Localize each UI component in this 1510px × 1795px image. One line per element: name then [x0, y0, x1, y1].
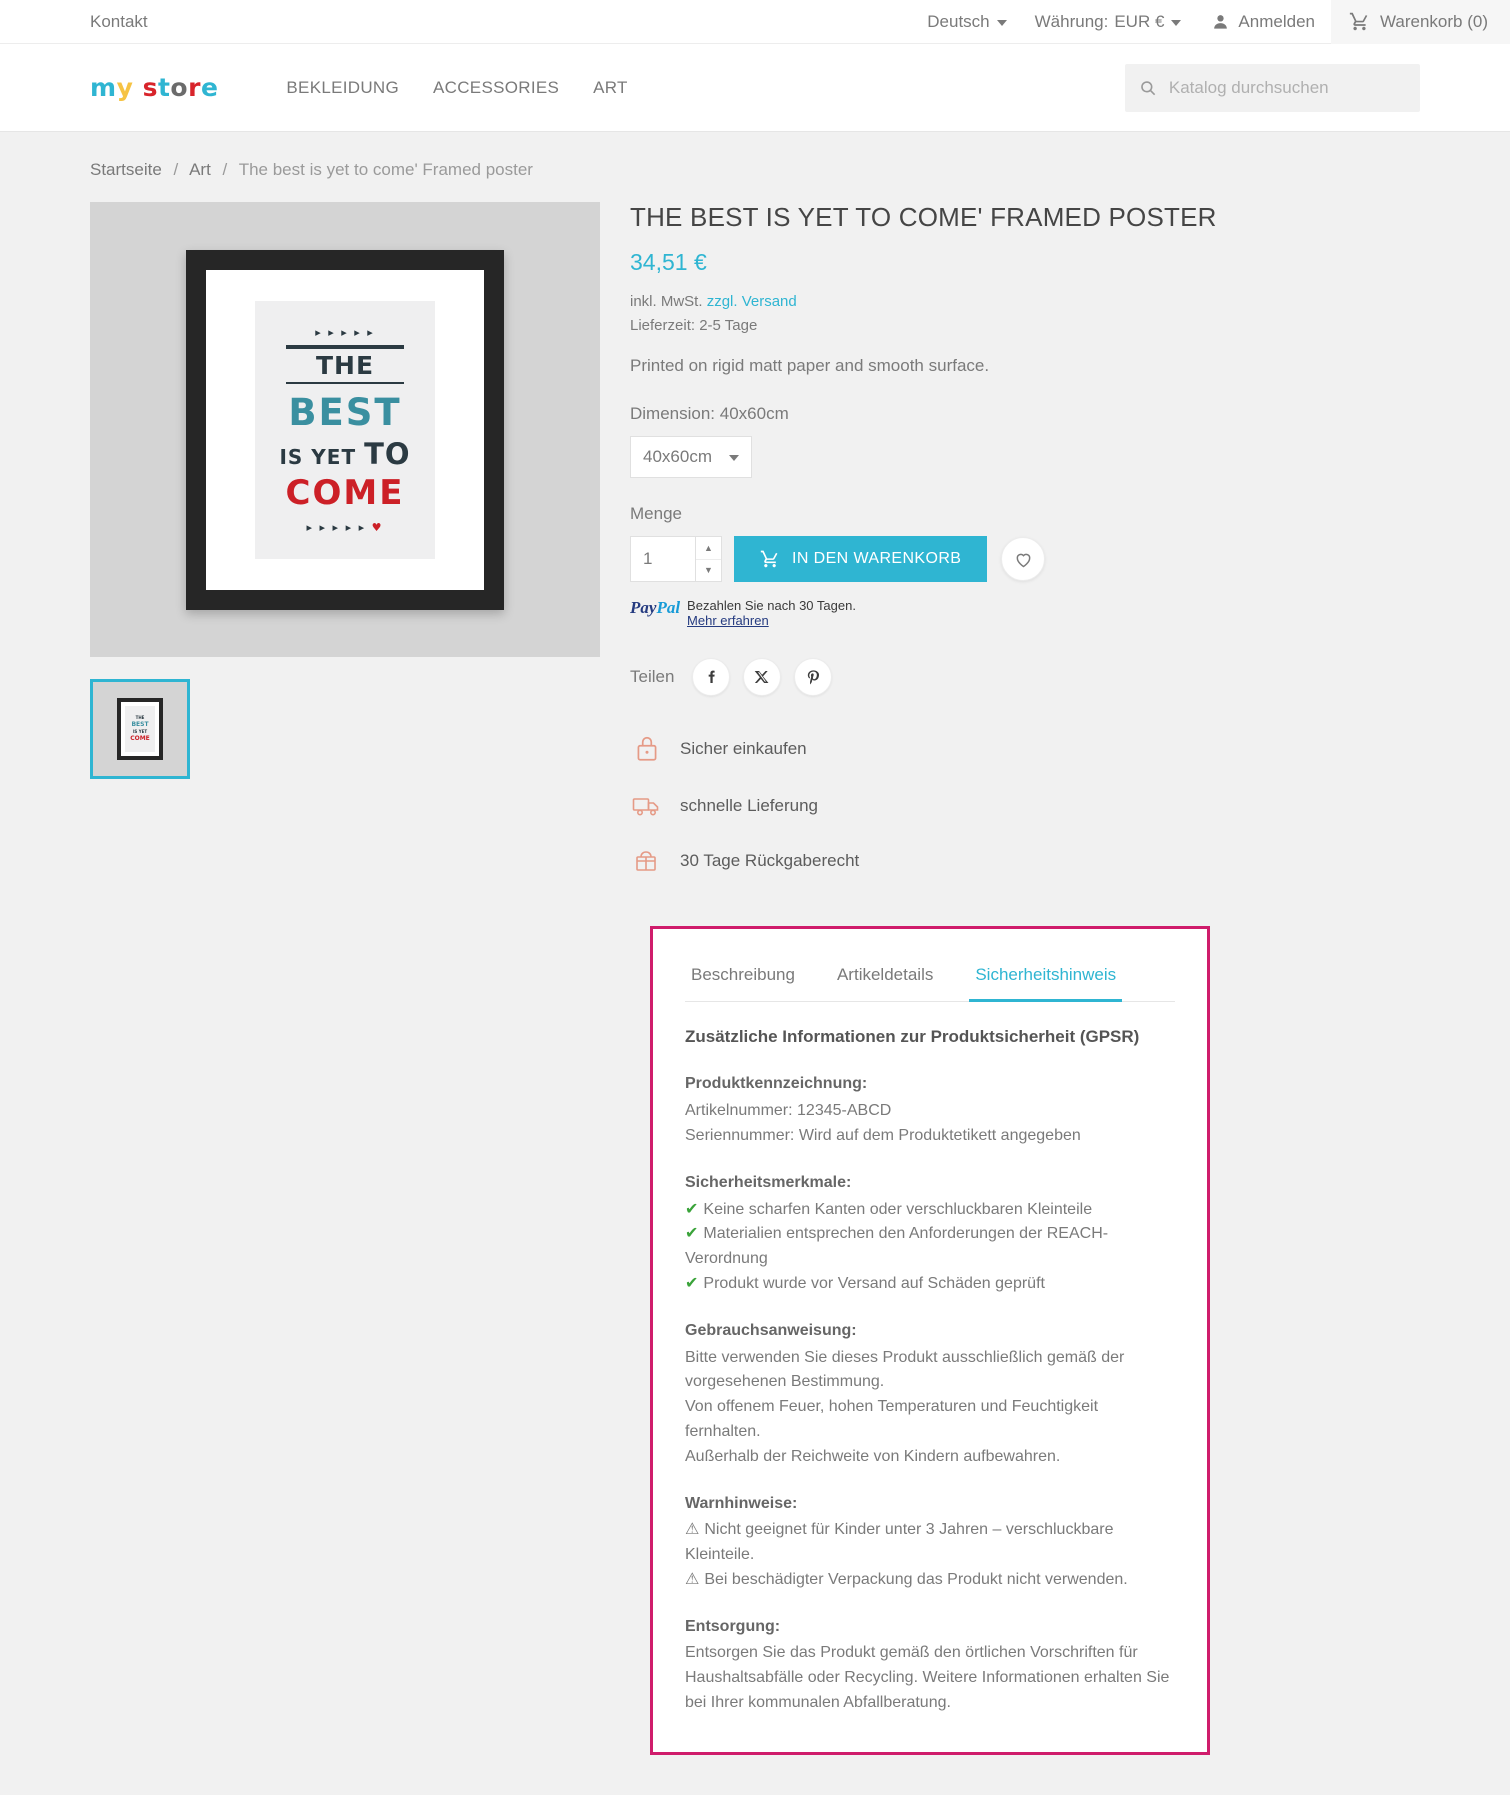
wishlist-button[interactable]: [1001, 537, 1045, 581]
site-header: [0, 44, 1510, 132]
dimension-select[interactable]: [630, 436, 752, 478]
warnhinweise-bullet-2-text: Bei beschädigter Verpackung das Produkt nicht verwenden.: [704, 1570, 1128, 1588]
thumbnail-mat: [121, 702, 159, 756]
top-bar-right: [913, 0, 1510, 44]
poster-word-is-yet: IS YET: [279, 444, 357, 469]
sicherheitsmerkmale-bullet-3: [685, 1272, 1175, 1297]
poster-word-come: COME: [285, 472, 405, 513]
search-input[interactable]: [1167, 77, 1406, 99]
section-title-gebrauchsanweisung: Gebrauchsanweisung:: [685, 1321, 857, 1339]
user-icon: [1211, 12, 1230, 31]
paypal-logo-part-1: Pay: [630, 598, 657, 617]
quantity-increase-button[interactable]: ▲: [696, 537, 721, 560]
thumbnail-line-the: THE: [135, 715, 145, 721]
gebrauchsanweisung-line-2: Von offenem Feuer, hohen Temperaturen und Feuchtigkeit fernhalten.: [685, 1398, 1099, 1440]
logo-letter: o: [170, 73, 189, 102]
logo-letter: e: [200, 73, 219, 102]
thumbnail-artwork: [125, 706, 155, 752]
share-row: [630, 658, 1270, 696]
poster-frame: [186, 250, 504, 610]
quantity-label: Menge: [630, 504, 682, 523]
poster-arrows-text: ▸ ▸ ▸ ▸ ▸: [306, 520, 367, 534]
gebrauchsanweisung-line-3: Außerhalb der Reichweite von Kindern aufbewahren.: [685, 1447, 1061, 1465]
cart-icon: [1349, 11, 1370, 32]
sicherheitsmerkmale-bullet-3-text: Produkt wurde vor Versand auf Schäden geprüft: [703, 1274, 1045, 1292]
section-title-produktkennzeichnung: Produktkennzeichnung:: [685, 1075, 868, 1093]
poster-rule: [286, 382, 404, 384]
warnhinweise-bullet-1-text: Nicht geeignet für Kinder unter 3 Jahren – verschluckbare Kleinteile.: [685, 1521, 1114, 1564]
tab-beschreibung[interactable]: Beschreibung: [691, 965, 795, 984]
trust-badges: [630, 734, 1270, 874]
add-to-cart-button[interactable]: [734, 536, 987, 582]
trust-item-delivery: [630, 794, 1270, 818]
tab-sicherheitshinweis[interactable]: Sicherheitshinweis: [969, 955, 1122, 1002]
currency-selector[interactable]: [1021, 0, 1196, 44]
breadcrumb: [90, 160, 1510, 180]
lock-icon: [630, 734, 664, 764]
thumbnail-frame: [117, 698, 163, 760]
breadcrumb-separator: /: [222, 160, 228, 179]
logo-letter: t: [157, 73, 171, 102]
trust-label-delivery: schnelle Lieferung: [680, 796, 818, 815]
check-icon: ✔: [685, 1225, 699, 1243]
heart-icon: ♥: [371, 520, 384, 534]
site-logo[interactable]: [90, 73, 218, 102]
poster-rule: [286, 345, 404, 349]
quantity-decrease-button[interactable]: ▼: [704, 565, 713, 576]
tax-note: inkl. MwSt.: [630, 293, 703, 310]
currency-value: EUR €: [1114, 11, 1165, 31]
logo-letter: r: [188, 73, 201, 102]
chevron-down-icon: [997, 20, 1007, 26]
paypal-learn-more-link[interactable]: Mehr erfahren: [687, 613, 769, 628]
cart-link[interactable]: [1331, 0, 1510, 44]
breadcrumb-current: The best is yet to come' Framed poster: [238, 160, 533, 179]
share-pinterest-button[interactable]: [794, 658, 832, 696]
section-title-entsorgung: Entsorgung:: [685, 1617, 781, 1635]
thumbnail-1[interactable]: [90, 679, 190, 779]
top-bar: [0, 0, 1510, 44]
product-gallery: [90, 202, 620, 904]
add-to-cart-label: IN DEN WARENKORB: [792, 550, 962, 567]
tab-content-sicherheitshinweis: [685, 1002, 1175, 1716]
contact-link[interactable]: Kontakt: [90, 11, 148, 31]
entsorgung-line-1: Entsorgen Sie das Produkt gemäß den örtlichen Vorschriften für Haushaltsabfälle oder Recycling. Weitere Informationen erhalten Sie bei Ihrer kommunalen Abfallberatung.: [685, 1644, 1170, 1712]
thumbnail-line-come: COME: [130, 734, 150, 742]
poster-artwork: [255, 301, 435, 559]
product-price: 34,51 €: [630, 249, 707, 275]
dimension-label: Dimension: 40x60cm: [630, 404, 789, 423]
trust-label-secure: Sicher einkaufen: [680, 739, 807, 758]
warnhinweise-bullet-1: [685, 1518, 1175, 1568]
poster-word-the: THE: [315, 350, 375, 380]
tax-and-shipping: [630, 290, 1270, 338]
facebook-icon: [703, 669, 719, 685]
nav-item-bekleidung[interactable]: BEKLEIDUNG: [286, 77, 400, 97]
product-info: [630, 202, 1270, 904]
product-main-image[interactable]: [90, 202, 600, 657]
breadcrumb-category[interactable]: Art: [189, 160, 211, 179]
delivery-time: Lieferzeit: 2-5 Tage: [630, 317, 758, 334]
logo-letter: s: [142, 73, 158, 102]
chevron-down-icon: [1171, 20, 1181, 26]
warning-icon: ⚠: [685, 1570, 700, 1588]
page-title: THE BEST IS YET TO COME' FRAMED POSTER: [630, 202, 1217, 232]
trust-item-secure: [630, 734, 1270, 764]
heart-icon: [1013, 549, 1034, 570]
warning-icon: ⚠: [685, 1521, 700, 1539]
dimension-selected-value: 40x60cm: [643, 447, 712, 466]
check-icon: ✔: [685, 1274, 699, 1292]
search-icon: [1139, 78, 1157, 98]
share-facebook-button[interactable]: [692, 658, 730, 696]
poster-mat: [206, 270, 484, 590]
product-main: [0, 180, 1510, 904]
breadcrumb-home[interactable]: Startseite: [90, 160, 162, 179]
product-short-description: Printed on rigid matt paper and smooth surface.: [630, 356, 990, 375]
poster-word-best: BEST: [288, 390, 402, 434]
trust-item-returns: [630, 848, 1270, 874]
language-label: Deutsch: [927, 11, 990, 31]
main-navigation: [286, 78, 627, 98]
thumbnail-line-isyet: IS YET: [132, 729, 148, 734]
logo-letter: m: [90, 73, 117, 102]
check-icon: ✔: [685, 1200, 699, 1218]
pinterest-icon: [805, 669, 822, 686]
x-icon: [754, 669, 770, 685]
produktkennzeichnung-line-2: Seriennummer: Wird auf dem Produktetikett angegeben: [685, 1126, 1081, 1144]
quantity-input[interactable]: 1: [630, 536, 696, 582]
sign-in-link[interactable]: [1195, 0, 1331, 44]
currency-prefix-label: Währung:: [1034, 11, 1109, 31]
share-label: Teilen: [630, 667, 675, 686]
sicherheitsmerkmale-bullet-1: [685, 1198, 1175, 1223]
poster-arrows-bottom: [307, 521, 384, 534]
gebrauchsanweisung-line-1: Bitte verwenden Sie dieses Produkt ausschließlich gemäß der vorgesehenen Bestimmung.: [685, 1348, 1125, 1391]
product-tabs: [685, 955, 1175, 1002]
sicherheitsmerkmale-bullet-2: [685, 1222, 1175, 1272]
quantity-stepper[interactable]: [696, 536, 722, 582]
paypal-text-block: [687, 598, 856, 628]
section-title-warnhinweise: Warnhinweise:: [685, 1494, 798, 1512]
return-box-icon: [630, 848, 664, 874]
trust-label-returns: 30 Tage Rückgaberecht: [680, 851, 860, 870]
poster-line-is-yet-to: [279, 437, 410, 471]
purchase-row: [630, 536, 1270, 582]
gpsr-heading: Zusätzliche Informationen zur Produktsicherheit (GPSR): [685, 1027, 1140, 1046]
logo-letter: y: [116, 73, 134, 102]
sign-in-label: Anmelden: [1238, 11, 1315, 31]
cart-icon: [760, 549, 780, 569]
poster-word-to: TO: [364, 436, 411, 471]
tab-artikeldetails[interactable]: Artikeldetails: [836, 965, 934, 984]
paypal-banner: [630, 598, 1050, 628]
paypal-logo: [630, 598, 680, 618]
page-bottom-spacer: [0, 1755, 1510, 1795]
breadcrumb-separator: /: [173, 160, 179, 179]
sicherheitsmerkmale-bullet-1-text: Keine scharfen Kanten oder verschluckbaren Kleinteile: [703, 1200, 1093, 1218]
paypal-logo-part-2: Pal: [656, 598, 681, 617]
poster-arrows-top: ▸ ▸ ▸ ▸ ▸: [315, 325, 375, 339]
shipping-link[interactable]: zzgl. Versand: [706, 293, 797, 310]
nav-item-accessories[interactable]: ACCESSORIES: [433, 77, 560, 97]
thumbnail-line-best: BEST: [131, 720, 149, 728]
cart-label: Warenkorb (0): [1379, 11, 1488, 31]
nav-item-art[interactable]: ART: [593, 77, 628, 97]
product-tabs-panel: [650, 926, 1210, 1755]
sicherheitsmerkmale-bullet-2-text: Materialien entsprechen den Anforderungen der REACH-Verordnung: [685, 1225, 1109, 1268]
search-box[interactable]: [1125, 64, 1420, 112]
produktkennzeichnung-line-1: Artikelnummer: 12345-ABCD: [685, 1102, 892, 1120]
paypal-message: Bezahlen Sie nach 30 Tagen.: [687, 598, 856, 613]
chevron-down-icon: [729, 455, 739, 461]
share-x-button[interactable]: [743, 658, 781, 696]
truck-icon: [630, 794, 664, 818]
warnhinweise-bullet-2: [685, 1568, 1175, 1593]
section-title-sicherheitsmerkmale: Sicherheitsmerkmale:: [685, 1173, 852, 1191]
language-selector[interactable]: [913, 0, 1020, 44]
